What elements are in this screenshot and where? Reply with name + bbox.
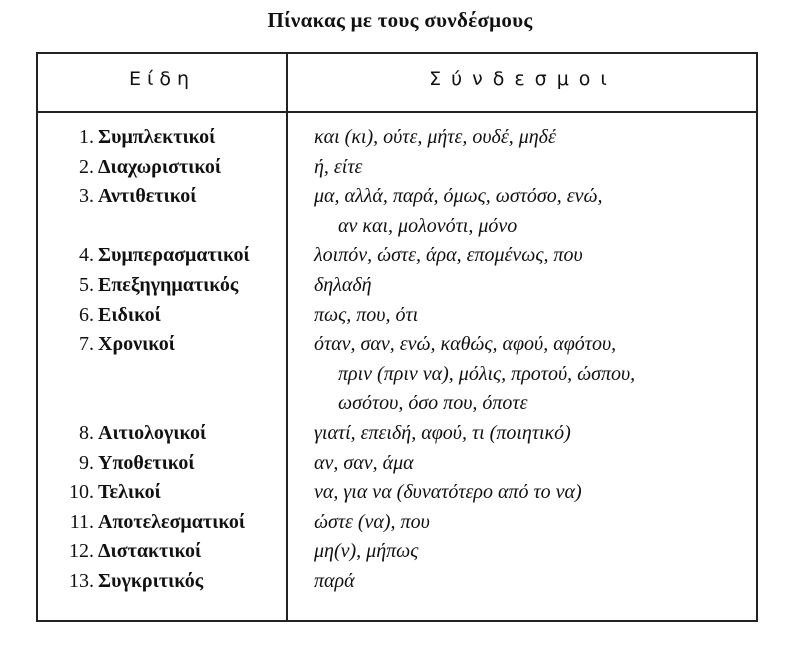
table-row: [38, 570, 758, 600]
row-number: 10.: [69, 481, 94, 504]
table-row: [38, 244, 758, 274]
conjunction-kind: Διαχωριστικοί: [98, 155, 222, 178]
table-row: [38, 304, 758, 334]
conjunction-kind: Αντιθετικοί: [98, 185, 197, 208]
conjunction-list: και (κι), ούτε, μήτε, ουδέ, μηδέ: [314, 126, 556, 148]
conjunction-list: αν, σαν, άμα: [314, 451, 414, 474]
conjunction-kind: Συμπλεκτικοί: [98, 126, 216, 148]
conjunction-list: ώστε (να), που: [314, 510, 430, 533]
conjunction-list: λοιπόν, ώστε, άρα, επομένως, που: [314, 244, 583, 267]
conjunction-kind: Συγκριτικός: [98, 570, 204, 592]
table-row: [38, 185, 758, 237]
table-row: [38, 156, 758, 186]
table-row: [38, 126, 758, 156]
conjunction-list: πριν (πριν να), μόλις, προτού, ώσπου,: [338, 362, 636, 385]
row-number: 9.: [79, 451, 94, 474]
header-kinds: Είδη: [128, 68, 196, 90]
conjunctions-table: [36, 52, 758, 622]
table-row: [38, 481, 758, 511]
row-number: 11.: [69, 510, 94, 533]
conjunction-list: ή, είτε: [314, 155, 363, 178]
row-number: 12.: [69, 540, 94, 563]
conjunction-list: μη(ν), μήπως: [314, 540, 419, 563]
conjunction-kind: Υποθετικοί: [98, 451, 195, 474]
conjunction-list: παρά: [314, 570, 355, 592]
row-number: 7.: [79, 333, 94, 356]
row-number: 2.: [79, 155, 94, 178]
table-row: [38, 274, 758, 304]
row-number: 13.: [69, 570, 94, 592]
conjunction-kind: Ειδικοί: [98, 303, 161, 326]
table-row: [38, 511, 758, 541]
conjunction-list: γιατί, επειδή, αφού, τι (ποιητικό): [314, 422, 571, 444]
conjunction-kind: Επεξηγηματικός: [98, 274, 239, 296]
header-conjunctions: Σύνδεσμοι: [429, 68, 617, 90]
row-number: 6.: [79, 303, 94, 326]
conjunction-list: πως, που, ότι: [314, 303, 419, 326]
row-number: 1.: [79, 126, 94, 148]
table-row: [38, 422, 758, 452]
header-divider: [38, 111, 756, 113]
conjunction-list: δηλαδή: [314, 274, 372, 296]
conjunction-list: ωσότου, όσο που, όποτε: [338, 392, 528, 415]
row-number: 4.: [79, 244, 94, 267]
conjunction-kind: Αιτιολογικοί: [98, 422, 207, 444]
row-number: 5.: [79, 274, 94, 296]
conjunction-list: αν και, μολονότι, μόνο: [338, 214, 518, 237]
page-title: Πίνακας με τους συνδέσμους: [267, 8, 533, 32]
row-number: 3.: [79, 185, 94, 208]
conjunction-kind: Συμπερασματικοί: [98, 244, 250, 267]
conjunction-kind: Αποτελεσματικοί: [98, 510, 246, 533]
conjunction-list: μα, αλλά, παρά, όμως, ωστόσο, ενώ,: [314, 185, 603, 208]
conjunction-list: όταν, σαν, ενώ, καθώς, αφού, αφότου,: [314, 333, 617, 356]
conjunction-kind: Χρονικοί: [98, 333, 176, 356]
conjunction-kind: Διστακτικοί: [98, 540, 202, 563]
conjunction-kind: Τελικοί: [98, 481, 161, 504]
table-row: [38, 540, 758, 570]
row-number: 8.: [79, 422, 94, 444]
conjunction-list: να, για να (δυνατότερο από το να): [314, 481, 582, 504]
table-row: [38, 333, 758, 415]
table-row: [38, 452, 758, 482]
